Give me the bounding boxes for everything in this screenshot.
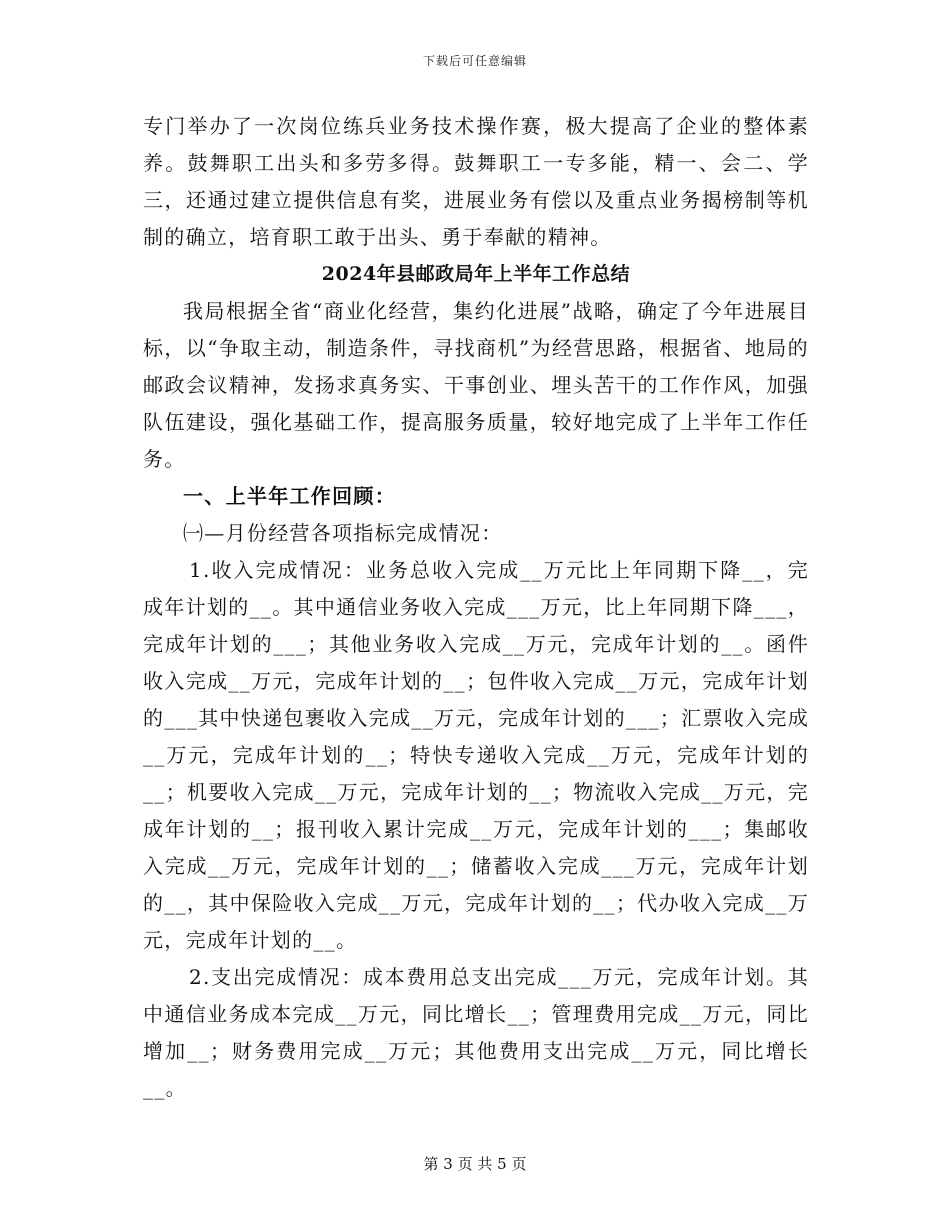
header-note: 下载后可任意编辑 — [422, 54, 527, 68]
paragraph-intro: 我局根据全省“商业化经营，集约化进展”战略，确定了今年进展目标，以“争取主动，制造条件，寻找商机”为经营思路，根据省、地局的邮政会议精神，发扬求真务实、干事创业、埋头苦干的工作作风，加强队伍建设，强化基础工作，提高服务质量，较好地完成了上半年工作任务。 — [143, 299, 809, 471]
page-number: 第 3 页 共 5 页 — [423, 1155, 527, 1173]
document-body — [143, 108, 809, 1107]
paragraph-continuation: 专门举办了一次岗位练兵业务技术操作赛，极大提高了企业的整体素养。鼓舞职工出头和多劳多得。鼓舞职工一专多能，精一、会二、学三，还通过建立提供信息有奖，进展业务有偿以及重点业务揭榜制等机制的确立，培育职工敢于出头、勇于奉献的精神。 — [143, 114, 809, 249]
paragraph-income: 1.收入完成情况：业务总收入完成__万元比上年同期下降__，完成年计划的__。其中通信业务收入完成___万元，比上年同期下降___，完成年计划的___；其他业务收入完成__万元，完成年计划的__。函件收入完成__万元，完成年计划的__；包件收入完成__万元，完成年计划的___其中快递包裹收入完成__万元，完成年计划的___；汇票收入完成__万元，完成年计划的__；特快专递收入完成__万元，完成年计划的__；机要收入完成__万元，完成年计划的__；物流收入完成__万元，完成年计划的__；报刊收入累计完成__万元，完成年计划的___；集邮收入完成__万元，完成年计划的__；储蓄收入完成___万元，完成年计划的__，其中保险收入完成__万元，完成年计划的__；代办收入完成__万元，完成年计划的__。 — [143, 558, 809, 952]
subsection-indicators: ㈠—月份经营各项指标完成情况： — [183, 521, 503, 545]
paragraph-expenditure: 2.支出完成情况：成本费用总支出完成___万元，完成年计划。其中通信业务成本完成__万元，同比增长__；管理费用完成__万元，同比增加__；财务费用完成__万元；其他费用支出完成__万元，同比增长__。 — [143, 965, 809, 1100]
section-heading-review: 一、上半年工作回顾： — [183, 484, 396, 508]
document-title: 2024年县邮政局年上半年工作总结 — [321, 263, 631, 285]
